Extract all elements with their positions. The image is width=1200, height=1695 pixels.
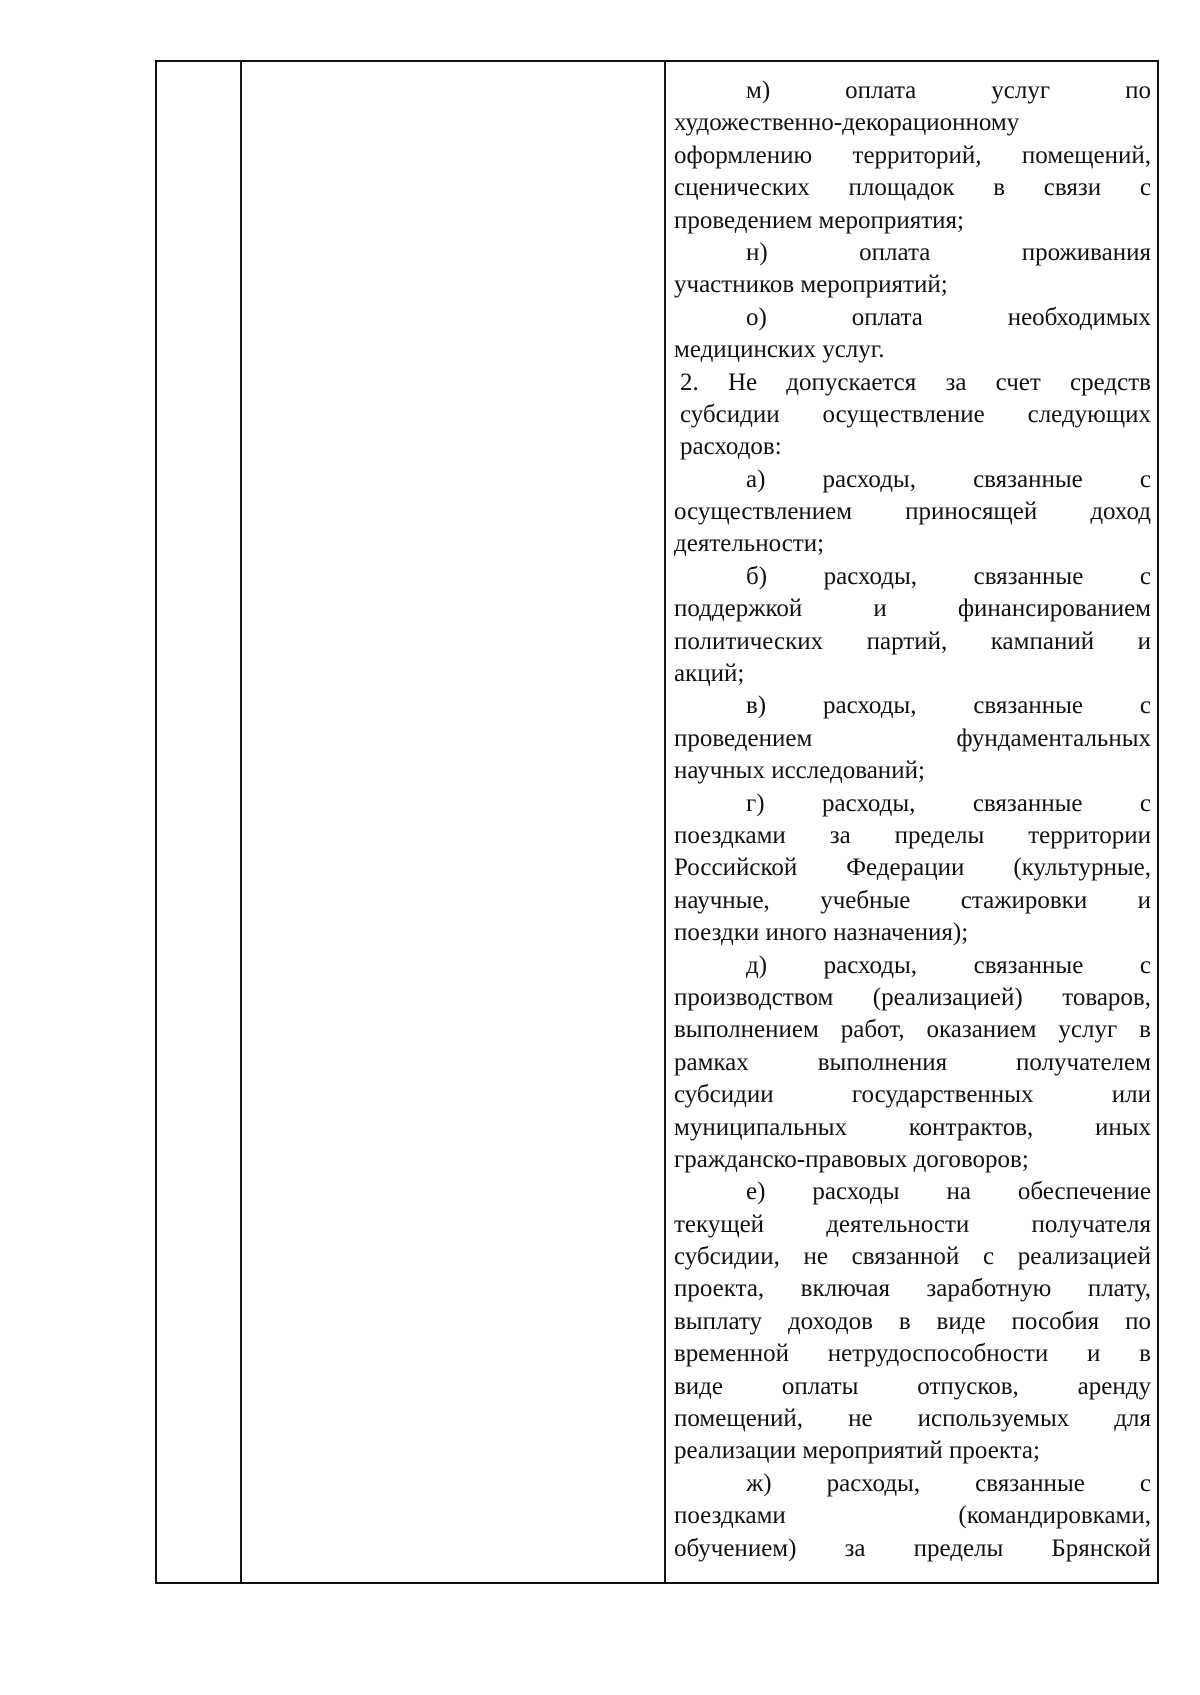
text-word: расходы, [821,789,916,817]
text-word: для [1114,1405,1151,1433]
table-column-description [666,62,1157,1582]
text-word: в [898,1307,911,1335]
text-line [674,917,1151,949]
text-word: по [1125,1307,1151,1335]
text-word: оказанием [926,1016,1037,1044]
text-word: иных [1094,1113,1151,1141]
text-word: финансированием [957,595,1151,623]
text-line [674,1209,1151,1241]
text-word: выполнением [674,1016,819,1044]
text-word: оплата [859,238,931,266]
text-line [674,1500,1151,1532]
text-word: муниципальных [674,1113,848,1141]
text-word: и [1137,886,1151,914]
text-word: г) [746,789,765,817]
text-word: расходов: [680,433,782,461]
text-line [674,75,1151,107]
text-word: 2. [680,368,699,396]
text-line [674,1112,1151,1144]
text-word: субсидии [674,1081,774,1109]
text-line [674,1014,1151,1046]
text-word: расходы, [823,951,918,979]
text-word: расходы [812,1178,900,1206]
text-word: государственных [851,1081,1034,1109]
text-word: связанные [973,562,1084,590]
text-word: с [1139,465,1151,493]
text-word: доход [1090,498,1151,526]
text-word: е) [746,1178,766,1206]
text-line [674,107,1151,139]
text-word: площадок [848,174,955,202]
text-word: гражданско-правовых договоров; [674,1145,1029,1173]
text-word: и [1137,627,1151,655]
text-word: с [1139,1469,1151,1497]
text-word: учебные [820,886,911,914]
text-word: плату, [1087,1275,1151,1303]
text-word: текущей [674,1210,765,1238]
text-line [674,658,1151,690]
text-line [674,885,1151,917]
text-word: расходы, [826,1469,921,1497]
text-line [674,302,1151,334]
text-line [674,367,1151,399]
text-word: за [844,1534,866,1562]
text-line [674,1176,1151,1208]
text-word: связанные [975,1469,1085,1497]
text-line [674,755,1151,787]
text-word: обучением) [674,1534,797,1562]
text-word: деятельности; [674,530,825,558]
text-word: проведением мероприятия; [674,206,964,234]
text-line [674,269,1151,301]
text-word: в [1139,1340,1151,1368]
text-word: фундаментальных [956,724,1151,752]
text-word: оформлению [674,141,813,169]
text-word: проведением [674,724,813,752]
text-word: на [946,1178,971,1206]
text-word: проживания [1021,238,1151,266]
text-word: расходы, [822,465,916,493]
text-word: виде [936,1307,986,1335]
text-word: осуществление [822,400,985,428]
text-word: в [993,174,1006,202]
text-word: заработную [926,1275,1052,1303]
text-line [674,561,1151,593]
text-word: контрактов, [908,1113,1034,1141]
text-word: приносящей [905,498,1038,526]
table-column-number [157,62,242,1582]
text-word: осуществлением [674,498,853,526]
text-word: за [945,368,967,396]
text-word: н) [746,238,768,266]
text-word: средств [1070,368,1151,396]
text-word: с [1139,789,1151,817]
text-word: за [829,821,851,849]
text-word: аренду [1077,1372,1151,1400]
text-line [674,1403,1151,1435]
text-line [674,788,1151,820]
text-word: о) [746,303,767,331]
text-word: (командировками, [958,1502,1151,1530]
text-line [674,237,1151,269]
text-line [674,1273,1151,1305]
text-line [674,1371,1151,1403]
text-word: связанной [851,1243,960,1271]
text-word: включая [800,1275,890,1303]
text-word: следующих [1027,400,1151,428]
text-word: Российской [674,854,798,882]
text-word: в [1139,1016,1151,1044]
text-word: помещений, [674,1405,804,1433]
text-word: помещений, [1021,141,1151,169]
text-word: Федерации [846,854,965,882]
text-word: оплаты [781,1372,859,1400]
text-line [674,1241,1151,1273]
text-word: участников мероприятий; [674,271,948,299]
text-word: партий, [866,627,948,655]
text-line [674,140,1151,172]
text-line [674,950,1151,982]
text-line [674,496,1151,528]
text-word: расходы, [823,562,918,590]
document-table [155,60,1159,1584]
text-word: с [1139,951,1151,979]
text-word: и [1087,1340,1101,1368]
text-word: субсидии [680,400,780,428]
text-word: художественно-декорационному [674,109,1020,137]
text-word: поездками [674,821,786,849]
text-word: выплату [674,1307,763,1335]
text-word: поездками [674,1502,786,1530]
text-word: в) [746,692,767,720]
text-word: с [1139,692,1151,720]
text-word: пределы [913,1534,1004,1562]
text-word: научных исследований; [674,757,925,785]
text-word: виде [674,1372,723,1400]
text-line [674,1435,1151,1467]
text-word: связанные [973,465,1083,493]
text-word: с [1139,562,1151,590]
text-word: временной [674,1340,789,1368]
text-line [674,464,1151,496]
text-word: не [848,1405,873,1433]
text-word: б) [746,562,768,590]
text-line [674,1306,1151,1338]
text-word: медицинских услуг. [674,336,885,364]
text-word: и [873,595,887,623]
text-word: получателя [1031,1210,1151,1238]
text-word: выполнения [817,1048,948,1076]
text-word: расходы, [823,692,917,720]
text-line [674,723,1151,755]
text-word: научные, [674,886,770,914]
text-line [674,852,1151,884]
text-word: Брянской [1051,1534,1151,1562]
text-line [674,626,1151,658]
text-word: с [1139,174,1151,202]
text-word: необходимых [1007,303,1151,331]
text-word: д) [746,951,768,979]
text-word: деятельности [826,1210,970,1238]
text-word: а) [746,465,766,493]
text-word: связанные [972,789,1083,817]
text-word: с [982,1243,995,1271]
text-line [674,1533,1151,1565]
text-line [674,431,1151,463]
text-line [674,593,1151,625]
text-word: обеспечение [1017,1178,1151,1206]
text-word: товаров, [1062,983,1151,1011]
text-word: стажировки [960,886,1088,914]
text-word: работ, [840,1016,905,1044]
text-line [674,399,1151,431]
text-word: акций; [674,660,745,688]
text-line [674,982,1151,1014]
table-column-name [242,62,666,1582]
text-line [674,1047,1151,1079]
text-word: или [1111,1081,1151,1109]
text-line [674,1079,1151,1111]
text-line [674,172,1151,204]
text-word: нетрудоспособности [827,1340,1049,1368]
text-word: территории [1028,821,1151,849]
text-word: связанные [973,692,1084,720]
text-word: услуг [991,77,1051,104]
text-word: по [1125,77,1151,104]
text-word: оплата [851,303,923,331]
text-word: используемых [917,1405,1070,1433]
text-word: услуг [1058,1016,1118,1044]
text-word: кампаний [990,627,1095,655]
text-word: связи [1043,174,1102,202]
text-word: Не [727,368,758,396]
text-word: рамках [674,1048,749,1076]
text-word: ж) [746,1469,772,1497]
text-word: допускается [786,368,917,396]
text-word: м) [746,77,771,104]
text-word: политических [674,627,824,655]
text-word: реализации мероприятий проекта; [674,1437,1040,1465]
text-word: отпусков, [917,1372,1019,1400]
text-line [674,690,1151,722]
text-line [674,820,1151,852]
text-word: связанные [973,951,1084,979]
text-line [674,1144,1151,1176]
text-word: доходов [787,1307,873,1335]
text-word: поездки иного назначения); [674,919,969,947]
text-word: (культурные, [1013,854,1151,882]
text-word: не [803,1243,828,1271]
text-line [674,334,1151,366]
text-word: территорий, [852,141,982,169]
text-word: пределы [894,821,985,849]
text-word: сценических [674,174,810,202]
text-line [674,205,1151,237]
text-word: счет [995,368,1041,396]
text-word: проекта, [674,1275,765,1303]
text-word: (реализацией) [872,983,1023,1011]
text-word: пособия [1011,1307,1100,1335]
text-word: получателем [1016,1048,1151,1076]
text-word: реализацией [1017,1243,1151,1271]
text-word: производством [674,983,834,1011]
text-word: субсидии, [674,1243,780,1271]
text-word: оплата [845,77,917,104]
text-line [674,528,1151,560]
text-word: поддержкой [674,595,803,623]
text-line [674,1468,1151,1500]
text-line [674,1338,1151,1370]
